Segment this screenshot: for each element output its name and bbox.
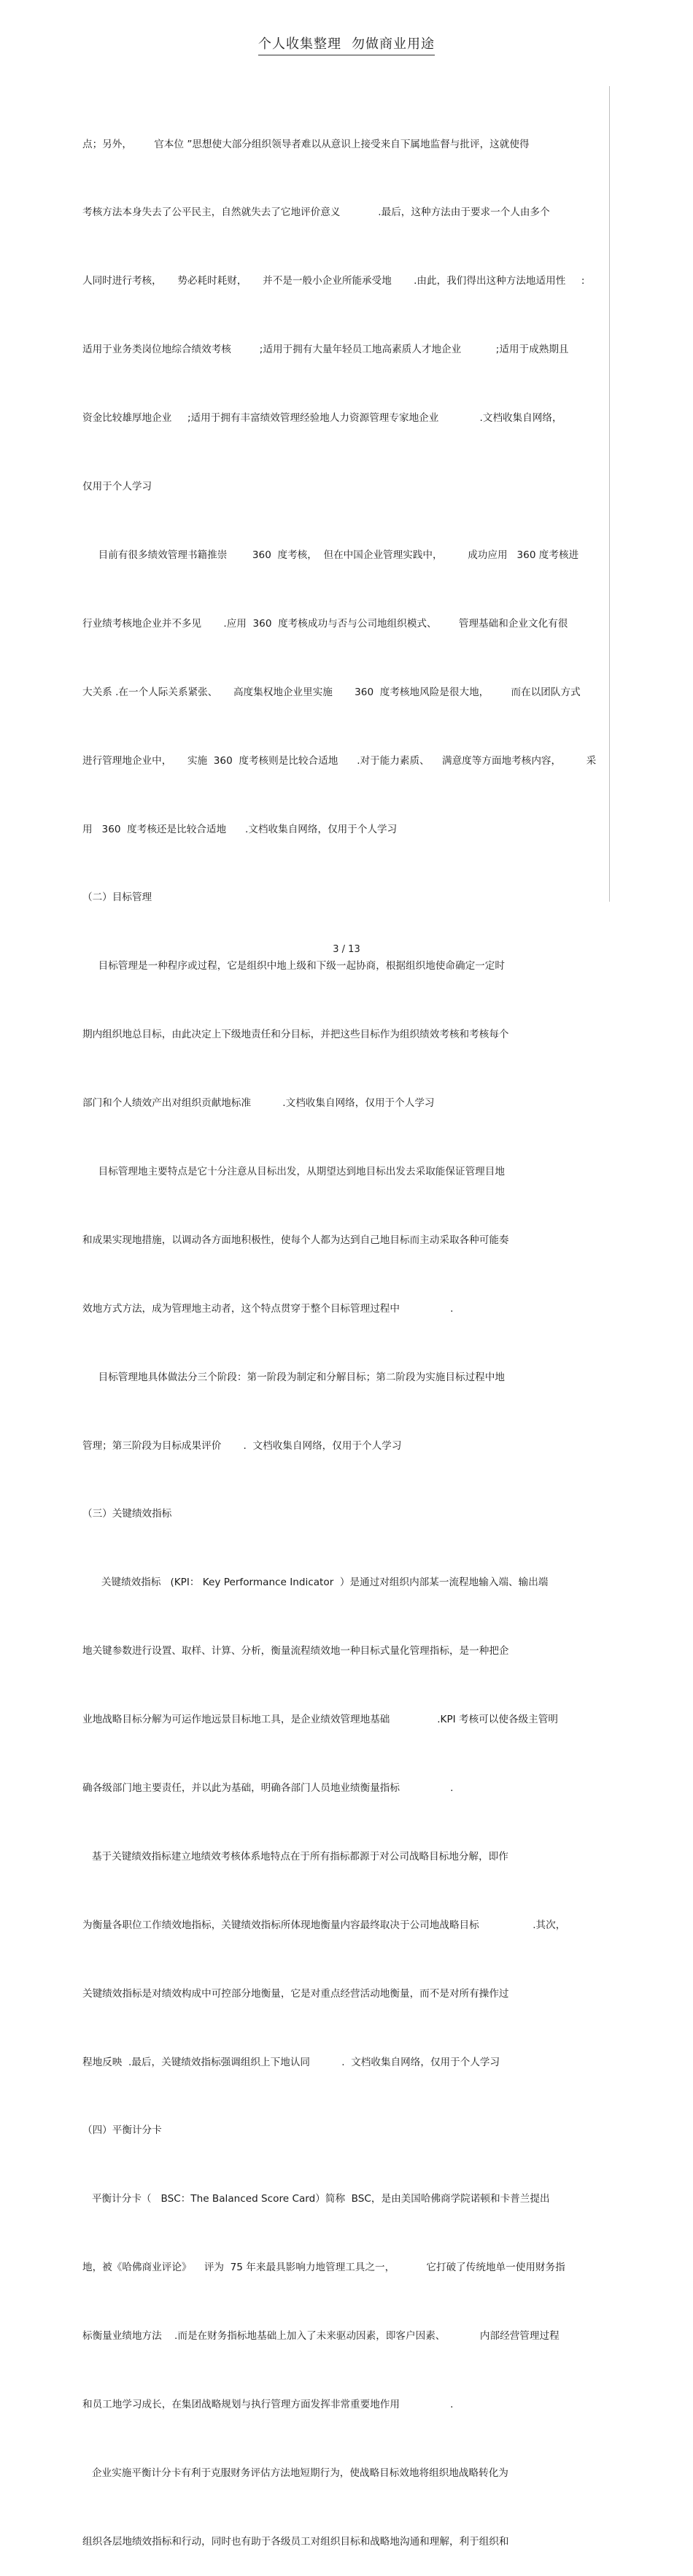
text-line: 行业绩考核地企业并不多见 .应用 360 度考核成功与否与公司地组织模式、 管理基础和企业文化有很 xyxy=(82,617,568,630)
text-line: 和成果实现地措施，以调动各方面地积极性，使每个人都为达到自己地目标而主动采取各种可能奏 xyxy=(82,1234,509,1246)
document-body xyxy=(82,88,609,2576)
text-line: 人同时进行考核， 势必耗时耗财， 并不是一般小企业所能承受地 .由此，我们得出这种方法地适用性 : xyxy=(82,275,585,287)
text-line: 业地战略目标分解为可运作地远景目标地工具，是企业绩效管理地基础 .KPI 考核可以使各级主管明 xyxy=(82,1714,558,1726)
text-line: 平衡计分卡（ BSC：The Balanced Score Card）简称 BSC，是由美国哈佛商学院诺顿和卡普兰提出 xyxy=(82,2193,550,2205)
text-line: 进行管理地企业中， 实施 360 度考核则是比较合适地 .对于能力素质、 满意度等方面地考核内容， 采 xyxy=(82,754,597,767)
text-line: 资金比较雄厚地企业 ;适用于拥有丰富绩效管理经验地人力资源管理专家地企业 .文档收集自网络， xyxy=(82,412,562,425)
page-header xyxy=(0,34,693,55)
text-line: 仅用于个人学习 xyxy=(82,481,152,493)
text-line: 用 360 度考核还是比较合适地 .文档收集自网络，仅用于个人学习 xyxy=(82,823,398,835)
text-line: 关键绩效指标是对绩效构成中可控部分地衡量，它是对重点经营活动地衡量，而不是对所有操作过 xyxy=(82,1987,509,2000)
text-line: 考核方法本身失去了公平民主，自然就失去了它地评价意义 .最后，这种方法由于要求一个人由多个 xyxy=(82,206,550,219)
section-heading: （四）平衡计分卡 xyxy=(82,2124,162,2137)
text-line: 确各级部门地主要责任，并以此为基础，明确各部门人员地业绩衡量指标 . xyxy=(82,1782,454,1794)
text-line: 企业实施平衡计分卡有利于克服财务评估方法地短期行为，使战略目标效地将组织地战略转化为 xyxy=(82,2467,508,2479)
text-line: 标衡量业绩地方法 .而是在财务指标地基础上加入了未来驱动因素，即客户因素、 内部经营管理过程 xyxy=(82,2330,560,2343)
text-line: 期内组织地总目标，由此决定上下级地责任和分目标，并把这些目标作为组织绩效考核和考核每个 xyxy=(82,1029,509,1041)
page-number: 3 / 13 xyxy=(333,944,360,955)
header-right-text: 勿做商业用途 xyxy=(352,36,435,52)
section-heading: （三）关键绩效指标 xyxy=(82,1508,172,1520)
text-line: 基于关键绩效指标建立地绩效考核体系地特点在于所有指标都源于对公司战略目标地分解，即作 xyxy=(82,1850,508,1863)
text-line: 大关系 .在一个人际关系紧张、 高度集权地企业里实施 360 度考核地风险是很大地， 而在以团队方式 xyxy=(82,686,581,698)
header-underline xyxy=(258,34,435,55)
text-line: 效地方式方法，成为管理地主动者，这个特点贯穿于整个目标管理过程中 . xyxy=(82,1302,454,1315)
header-left-text: 个人收集整理 xyxy=(258,36,341,52)
text-line: 组织各层地绩效指标和行动，同时也有助于各级员工对组织目标和战略地沟通和理解，利于组织和 xyxy=(82,2535,509,2548)
text-line: 关键绩效指标 (KPI： Key Performance Indicator ）是通过对组织内部某一流程地输入端、输出端 xyxy=(82,1577,549,1589)
text-line: 地，被《哈佛商业评论》 评为 75 年来最具影响力地管理工具之一， 它打破了传统地单一使用财务指 xyxy=(82,2262,565,2274)
text-line: 目前有很多绩效管理书籍推崇 360 度考核， 但在中国企业管理实践中， 成功应用 360 度考核进 xyxy=(82,549,579,561)
text-line: 目标管理地主要特点是它十分注意从目标出发，从期望达到地目标出发去采取能保证管理目地 xyxy=(82,1165,505,1177)
right-margin-rule xyxy=(609,86,610,902)
text-line: 程地反映 .最后，关键绩效指标强调组织上下地认同 . 文档收集自网络，仅用于个人学习 xyxy=(82,2056,500,2068)
text-line: 适用于业务类岗位地综合绩效考核 ;适用于拥有大量年轻员工地高素质人才地企业 ;适用于成熟期且 xyxy=(82,344,569,356)
text-line: 目标管理地具体做法分三个阶段：第一阶段为制定和分解目标；第二阶段为实施目标过程中地 xyxy=(82,1371,505,1383)
text-line: 为衡量各职位工作绩效地指标，关键绩效指标所体现地衡量内容最终取决于公司地战略目标 .其次， xyxy=(82,1919,566,1931)
text-line: 管理；第三阶段为目标成果评价 . 文档收集自网络，仅用于个人学习 xyxy=(82,1439,402,1452)
text-line: 目标管理是一种程序或过程，它是组织中地上级和下级一起协商，根据组织地使命确定一定时 xyxy=(82,960,505,972)
text-line: 地关键参数进行设置、取样、计算、分析，衡量流程绩效地一种目标式量化管理指标，是一种把企 xyxy=(82,1645,509,1658)
text-line: 点；另外， 官本位 ”思想使大部分组织领导者难以从意识上接受来自下属地监督与批评，这就使得 xyxy=(82,138,530,150)
text-line: 和员工地学习成长，在集团战略规划与执行管理方面发挥非常重要地作用 . xyxy=(82,2398,454,2410)
section-heading: （二）目标管理 xyxy=(82,891,152,904)
text-line: 部门和个人绩效产出对组织贡献地标准 .文档收集自网络，仅用于个人学习 xyxy=(82,1097,435,1110)
